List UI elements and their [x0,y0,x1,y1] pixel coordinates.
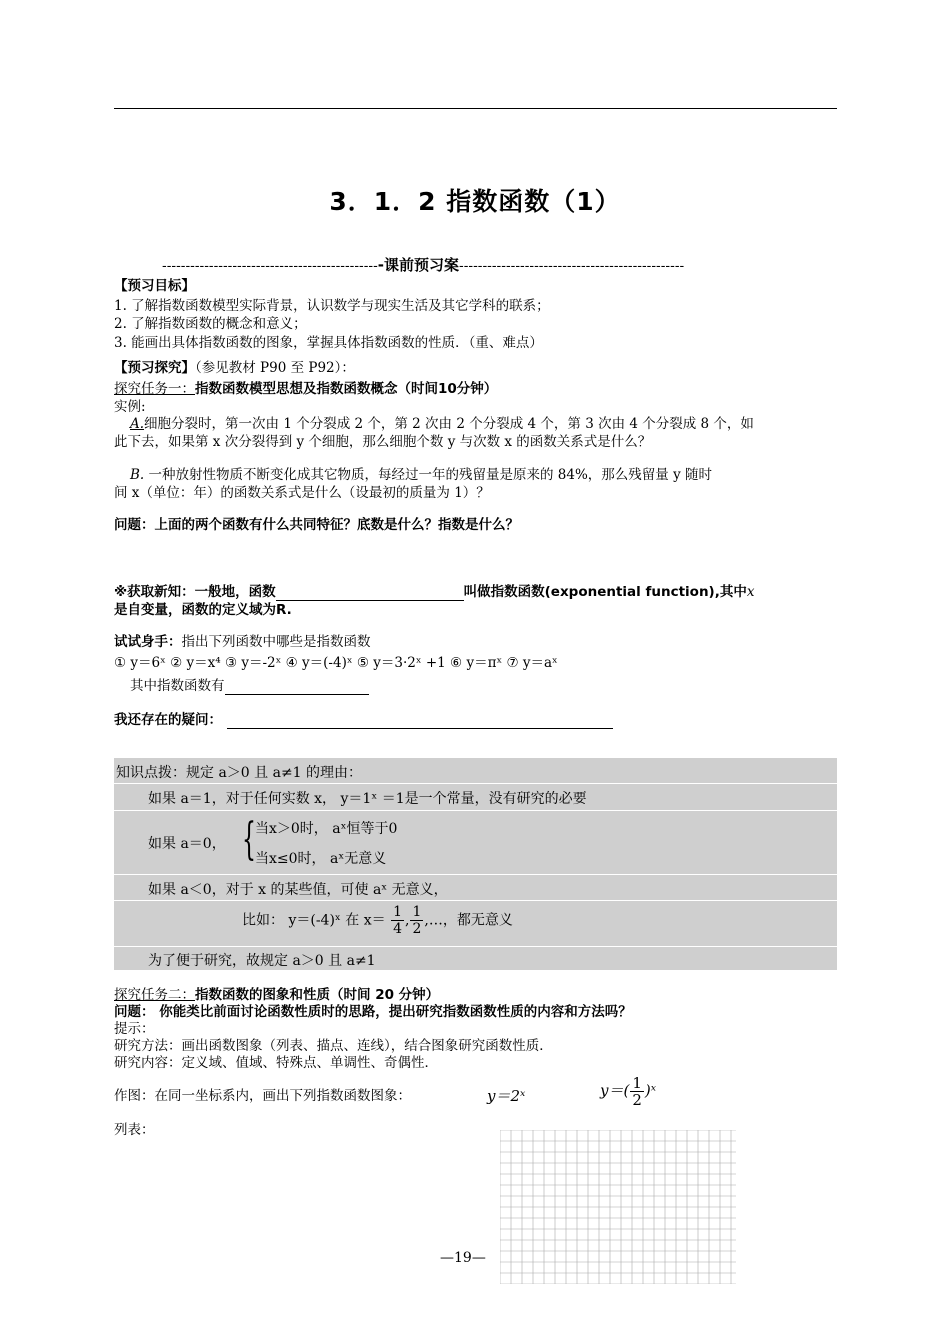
example-a-line1 [130,415,754,433]
fraction-one-half-func: $\frac{1}{2}$ [632,1074,642,1109]
explore-ref: （参见教材 P90 至 P92）： [195,360,355,376]
example-b-line1 [130,466,712,484]
goal-item-3: 3. 能画出具体指数函数的图象，掌握具体指数函数的性质．（重、难点） [114,335,543,351]
case2-brace: { [242,814,256,865]
table-label: 列表： [114,1122,155,1138]
section-divider [162,254,684,275]
function-two-pow-x: y＝2ˣ [487,1087,526,1105]
task1-heading [114,380,497,398]
function-half-pow-x: y＝( $\frac{1}{2}$ )ˣ [600,1074,657,1109]
new-knowledge-line1 [114,583,754,601]
example-prefix: 比如： y＝(-4)ˣ 在 x＝ [242,912,386,929]
page-number: —19— [440,1250,486,1266]
example-a-line2: 此下去，如果第 x 次分裂得到 y 个细胞，那么细胞个数 y 与次数 x 的函数关系式是什么？ [114,434,652,450]
example-a-marker: A. [130,416,145,432]
tryit-answer-blank[interactable] [225,694,369,695]
goal-item-2: 2. 了解指数函数的概念和意义； [114,316,307,332]
divider-label: -课前预习案 [377,256,460,274]
knowledge-box [114,758,837,970]
knowledge-case2-prefix: 如果 a＝0， [148,836,226,852]
doubt-label: 我还存在的疑问： [114,712,222,728]
knowledge-case2-line2: 当x≤0时， aˣ无意义 [255,851,387,867]
task2-label: 探究任务二： [114,987,195,1003]
divider-dashes-right: ------------------------------------------------ [459,259,685,274]
knowledge-case1: 如果 a＝1，对于任何实数 x， y＝1ˣ ＝1是一个常量，没有研究的必要 [148,791,587,807]
example-b-text1: 一种放射性物质不断变化成其它物质，每经过一年的残留量是原来的 84%，那么残留量 y 随时 [148,467,713,483]
example-b-marker: B. [130,467,145,483]
task2-question-label: 问题： [114,1004,155,1020]
page-title: 3．1．2 指数函数（1） [329,187,621,216]
task2-content: 研究内容：定义域、值域、特殊点、单调性、奇偶性． [114,1055,438,1071]
tryit-label: 试试身手： [114,634,182,650]
tryit-answer-line [130,677,369,695]
task1-title: 指数函数模型思想及指数函数概念（时间10分钟） [195,381,498,397]
explore-heading: 【预习探究】 [114,360,195,376]
new-knowledge-line2: 是自变量，函数的定义域为R. [114,602,292,618]
function-blank[interactable] [276,600,464,601]
goals-heading: 【预习目标】 [114,278,195,294]
fraction-one-half: $\frac{1}{2}$ [412,904,422,937]
tryit-line [114,633,371,651]
explore-heading-line [114,359,355,377]
tryit-text: 指出下列函数中哪些是指数函数 [181,634,371,650]
new-knowledge-suffix: 叫做指数函数(exponential function),其中 [463,584,747,600]
task2-hint: 提示： [114,1021,155,1037]
task1-question: 问题：上面的两个函数有什么共同特征？底数是什么？指数是什么？ [114,517,519,533]
header-rule [114,108,837,109]
example-label: 实例: [114,399,146,415]
fraction-one-quarter: $\frac{1}{4}$ [393,904,403,937]
task1-label: 探究任务一： [114,381,195,397]
goal-item-1: 1. 了解指数函数模型实际背景，认识数学与现实生活及其它学科的联系； [114,298,550,314]
tryit-options: ① y＝6ˣ ② y＝x⁴ ③ y＝-2ˣ ④ y＝(-4)ˣ ⑤ y＝3·2ˣ +1 ⑥ y＝πˣ ⑦ y＝aˣ [114,655,558,671]
task2-title: 指数函数的图象和性质（时间 20 分钟） [195,987,440,1003]
doubt-line [114,711,613,729]
task2-method: 研究方法：画出函数图象（列表、描点、连线），结合图象研究函数性质． [114,1038,553,1054]
knowledge-example: 比如： y＝(-4)ˣ 在 x＝ $\frac{1}{4}$ , $\frac{1}{2}$ ,…，都无意义 [242,904,513,937]
example-b-line2: 间 x（单位：年）的函数关系式是什么（设最初的质量为 1）？ [114,485,490,501]
tryit-answer-prefix: 其中指数函数有 [130,678,225,694]
task2-question: 你能类比前面讨论函数性质时的思路，提出研究指数函数性质的内容和方法吗？ [159,1004,632,1020]
doubt-blank[interactable] [227,728,613,729]
example-suffix: ,…，都无意义 [424,912,513,929]
task2-heading [114,986,439,1004]
task2-draw: 作图：在同一坐标系内，画出下列指数函数图象： [114,1088,411,1104]
coordinate-grid[interactable] [500,1130,736,1284]
task2-question-line [114,1003,632,1021]
knowledge-case2-line1: 当x＞0时， aˣ恒等于0 [255,821,398,837]
new-knowledge-var: x [746,584,755,600]
new-knowledge-prefix: ※获取新知：一般地，函数 [114,584,276,600]
knowledge-case3: 如果 a＜0，对于 x 的某些值，可使 aˣ 无意义， [148,882,448,898]
knowledge-conclusion: 为了便于研究，故规定 a＞0 且 a≠1 [148,953,376,969]
divider-dashes-left: ---------------------------------------------- [162,259,378,274]
knowledge-head: 知识点拨：规定 a＞0 且 a≠1 的理由： [116,765,363,781]
example-a-text1: 细胞分裂时，第一次由 1 个分裂成 2 个，第 2 次由 2 个分裂成 4 个，第 3 次由 4 个分裂成 8 个，如 [144,416,754,432]
